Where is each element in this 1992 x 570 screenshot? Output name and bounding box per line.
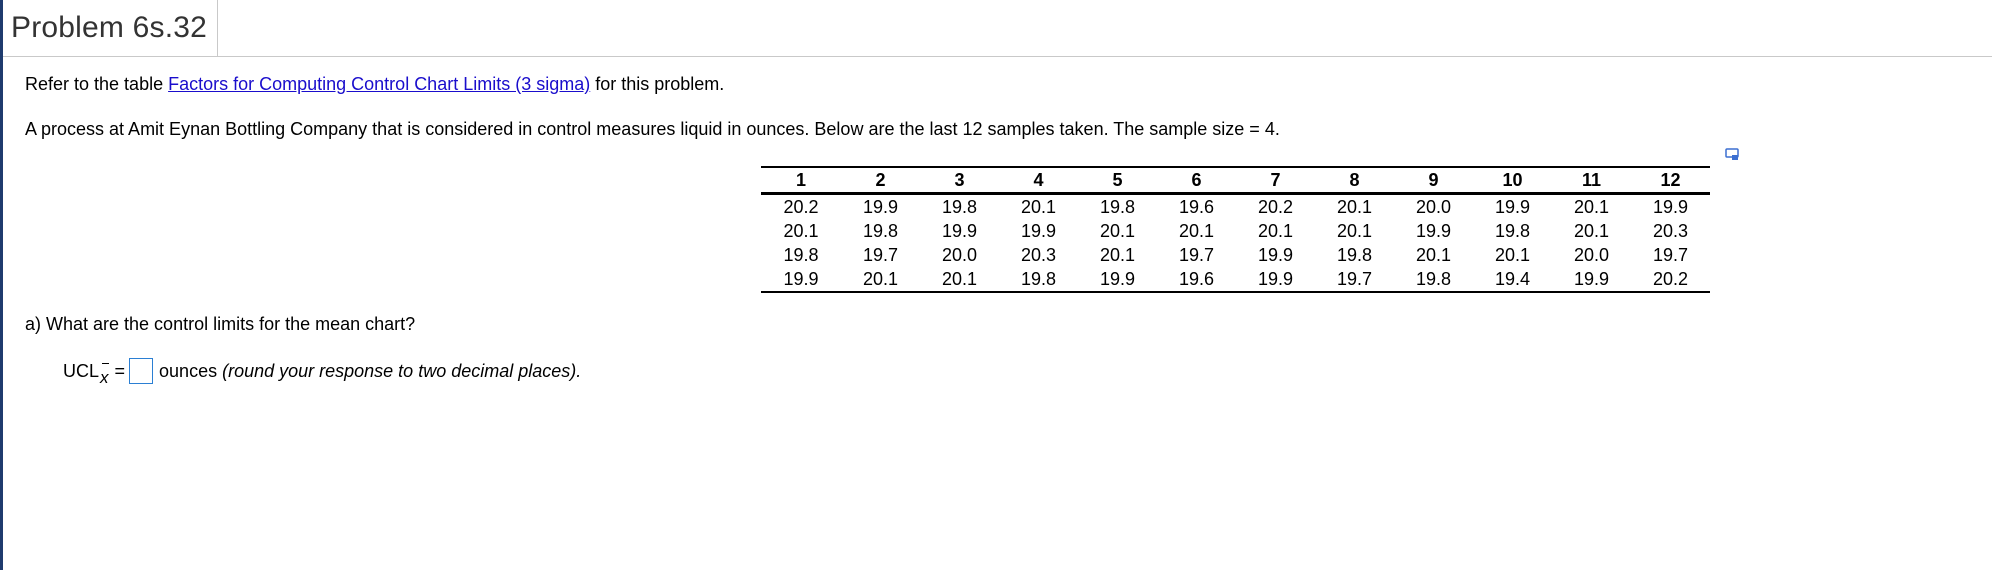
ucl-label: UCL: [63, 360, 100, 381]
intro-suffix: for this problem.: [590, 74, 725, 94]
table-cell: 20.0: [1415, 197, 1452, 217]
table-cell: 19.9: [1078, 267, 1157, 292]
column-header: 8: [1315, 167, 1394, 194]
table-cell: 20.2: [783, 197, 819, 217]
table-cell: 19.9: [1020, 221, 1057, 241]
table-row: [761, 267, 1710, 292]
table-cell: 19.7: [862, 245, 899, 265]
table-cell: 19.6: [1178, 197, 1215, 217]
table-cell: 20.1: [1099, 245, 1136, 265]
table-cell: 19.8: [1494, 221, 1531, 241]
table-cell: 19.9: [1257, 245, 1294, 265]
page-title: Problem 6s.32: [11, 11, 208, 44]
factors-table-link[interactable]: Factors for Computing Control Chart Limits (3 sigma): [168, 74, 591, 94]
table-cell: 19.9: [1236, 267, 1315, 292]
table-cell: 19.4: [1473, 267, 1552, 292]
table-cell: 19.7: [1652, 245, 1689, 265]
column-header: 2: [841, 167, 920, 194]
intro-line: [25, 74, 724, 95]
table-cell: 20.1: [1573, 197, 1610, 217]
table-cell: 20.1: [1178, 221, 1215, 241]
table-cell: 20.2: [1257, 197, 1294, 217]
table-cell: 19.9: [761, 267, 841, 292]
table-cell: 20.0: [1573, 245, 1610, 265]
table-cell: 20.1: [1257, 221, 1294, 241]
table-cell: 19.9: [941, 221, 978, 241]
column-header: 9: [1394, 167, 1473, 194]
table-cell: 20.0: [941, 245, 978, 265]
title-bar: [3, 0, 1992, 57]
rounding-hint: (round your response to two decimal places).: [222, 360, 582, 381]
column-header: 4: [999, 167, 1078, 194]
table-cell: 19.9: [1494, 197, 1531, 217]
table-cell: 19.8: [999, 267, 1078, 292]
table-cell: 20.1: [920, 267, 999, 292]
x-bar-overline: [102, 363, 109, 364]
table-cell: 20.1: [783, 221, 819, 241]
table-cell: 19.7: [1315, 267, 1394, 292]
column-header: 3: [920, 167, 999, 194]
ucl-subscript: [100, 368, 109, 388]
table-cell: 19.6: [1157, 267, 1236, 292]
table-cell: 20.1: [1099, 221, 1136, 241]
table-cell: 20.1: [1336, 197, 1373, 217]
column-header: 10: [1473, 167, 1552, 194]
intro-prefix: Refer to the table: [25, 74, 169, 94]
column-header: 12: [1631, 167, 1710, 194]
sample-data-table: [761, 166, 1710, 293]
table-cell: 19.9: [1552, 267, 1631, 292]
ucl-subscript-text: x: [100, 368, 109, 387]
table-cell: 20.2: [1631, 267, 1710, 292]
column-header: 11: [1552, 167, 1631, 194]
ucl-answer-row: [63, 358, 582, 387]
column-header: 1: [761, 167, 841, 194]
problem-description: A process at Amit Eynan Bottling Company that is considered in control measures liquid in ounces. Below are the last 12 samples taken. The sample size = 4.: [25, 119, 1280, 139]
table-header-row: [761, 167, 1710, 194]
table-cell: 19.8: [783, 245, 819, 265]
table-cell: 19.8: [1099, 197, 1136, 217]
table-cell: 19.8: [1394, 267, 1473, 292]
table-cell: 20.1: [841, 267, 920, 292]
table-cell: 20.1: [1415, 245, 1452, 265]
table-cell: 19.8: [941, 197, 978, 217]
table-cell: 20.1: [1494, 245, 1531, 265]
table-cell: 20.1: [1336, 221, 1373, 241]
unit-label: ounces: [159, 360, 218, 381]
table-cell: 19.9: [862, 197, 899, 217]
table-row: [761, 243, 1710, 267]
table-cell: 20.1: [1020, 197, 1057, 217]
table-cell: 19.9: [1652, 197, 1689, 217]
table-cell: 19.8: [1336, 245, 1373, 265]
table-cell: 19.9: [1415, 221, 1452, 241]
equals-sign: =: [114, 360, 126, 381]
table-resize-icon[interactable]: [1725, 147, 1739, 161]
column-header: 5: [1078, 167, 1157, 194]
title-box: [3, 0, 218, 56]
table-row: [761, 194, 1710, 220]
table-row: [761, 219, 1710, 243]
column-header: 6: [1157, 167, 1236, 194]
table-cell: 20.3: [1652, 221, 1689, 241]
table-cell: 20.3: [1020, 245, 1057, 265]
ucl-answer-input[interactable]: [129, 358, 153, 384]
question-text: a) What are the control limits for the mean chart?: [25, 314, 416, 334]
table-cell: 19.7: [1178, 245, 1215, 265]
column-header: 7: [1236, 167, 1315, 194]
table-cell: 19.8: [862, 221, 899, 241]
table-cell: 20.1: [1573, 221, 1610, 241]
